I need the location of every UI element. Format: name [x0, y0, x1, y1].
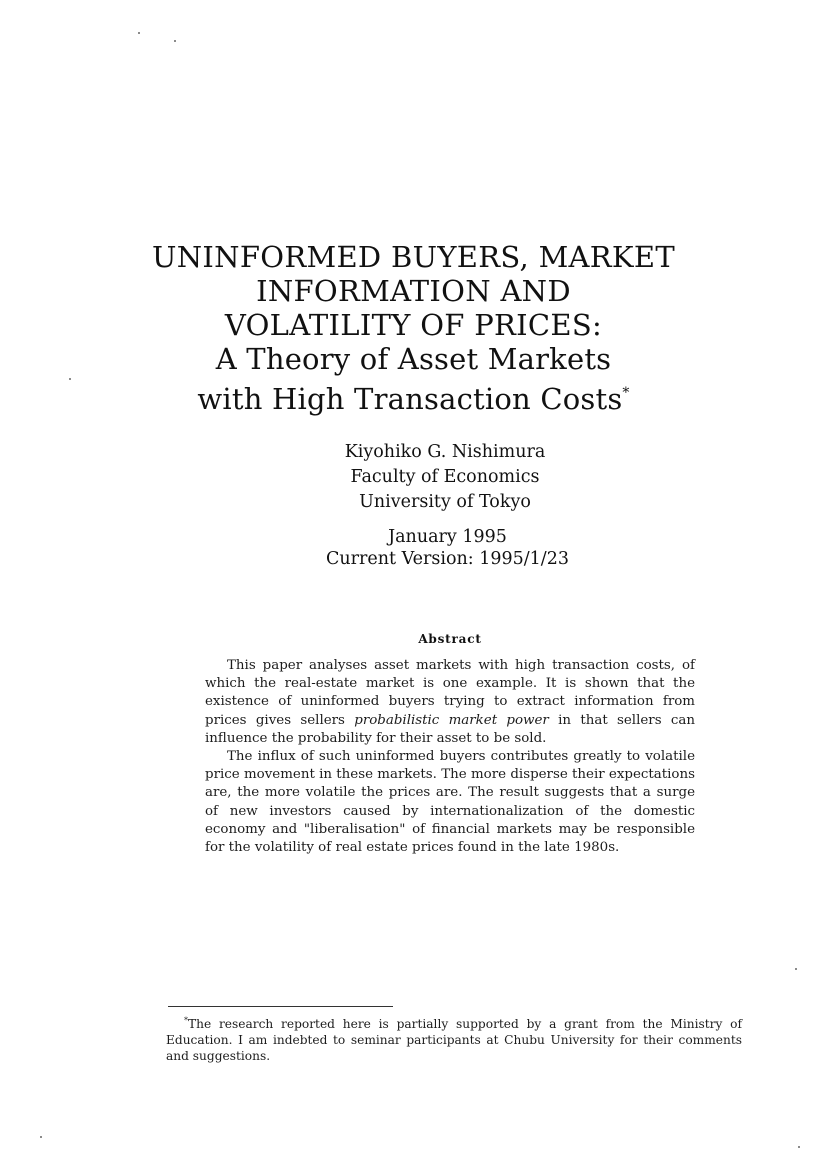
- author-block: [0, 440, 827, 515]
- footnote-paragraph: [166, 1013, 742, 1064]
- author-institution: University of Tokyo: [359, 492, 531, 512]
- author-name: Kiyohiko G. Nishimura: [344, 442, 546, 462]
- date-block: [0, 526, 827, 570]
- scan-speck: [795, 968, 797, 970]
- current-version: Current Version: 1995/1/23: [326, 549, 569, 569]
- title-line-2: INFORMATION AND: [256, 274, 571, 308]
- footnote-mark: *: [184, 1016, 188, 1025]
- abstract-p1-emphasis: probabilistic market power: [354, 712, 549, 728]
- footnote: [166, 1013, 742, 1064]
- footnote-rule: [168, 1006, 393, 1007]
- abstract-heading: Abstract: [418, 632, 482, 646]
- scan-speck: [174, 40, 176, 42]
- abstract-p1-end: in that sellers can influence the probability for their asset to be sold.: [205, 712, 695, 746]
- subtitle-line-2-text: with High Transaction Costs: [197, 382, 623, 416]
- abstract-body: [205, 657, 695, 857]
- abstract-p1-start: This paper analyses asset markets with high transaction costs, of which the real-estate market is one example. It is shown that the existence of uninformed buyers trying to extract information from prices gives sellers: [205, 658, 695, 728]
- scan-speck: [138, 32, 140, 34]
- abstract-paragraph-1: [205, 657, 695, 748]
- footnote-text: The research reported here is partially supported by a grant from the Ministry of Education. I am indebted to seminar participants at Chubu University for their comments and suggestions.: [166, 1017, 742, 1064]
- abstract-paragraph-2: The influx of such uninformed buyers contributes greatly to volatile price movement in these markets. The more disperse their expectations are, the more volatile the prices are. The result suggests that a surge of new investors caused by internationalization of the domestic economy and "liberalisation" of financial markets may be responsible for the volatility of real estate prices found in the late 1980s.: [205, 749, 695, 856]
- author-department: Faculty of Economics: [350, 467, 540, 487]
- subtitle-line-2: [0, 376, 827, 416]
- scan-speck: [798, 1146, 800, 1148]
- title-line-3: VOLATILITY OF PRICES:: [224, 308, 603, 342]
- paper-date: January 1995: [388, 527, 507, 547]
- paper-title: [0, 240, 827, 416]
- title-footnote-mark: *: [622, 385, 630, 401]
- scan-speck: [40, 1136, 42, 1138]
- title-line-1: UNINFORMED BUYERS, MARKET: [151, 240, 676, 274]
- scan-speck: [69, 378, 71, 380]
- subtitle-line-1: A Theory of Asset Markets: [215, 342, 612, 376]
